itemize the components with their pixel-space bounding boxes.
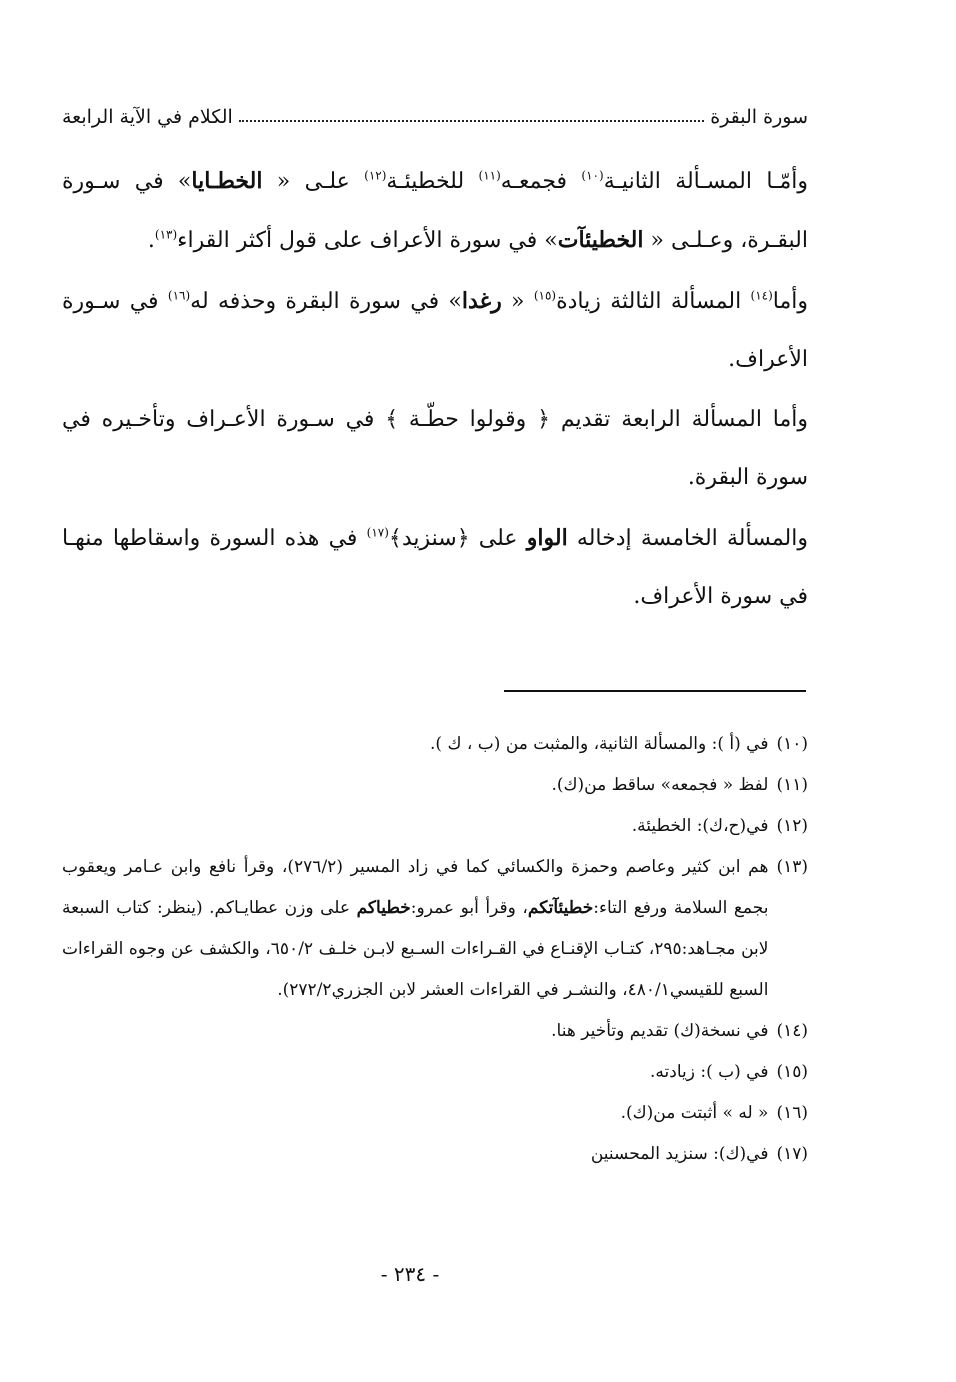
- text-run: » في سورة البقرة وحذفه له: [190, 289, 462, 314]
- header-section: الكلام في الآية الرابعة: [62, 106, 233, 128]
- footnote-ref: (١٢): [364, 168, 387, 183]
- footnote-12: [62, 806, 808, 847]
- header-surah: سورة البقرة: [710, 106, 808, 128]
- footnote-text: في نسخة(ك) تقديم وتأخير هنا.: [551, 1021, 769, 1041]
- text-run: المسألة الثالثة زيادة: [556, 289, 751, 314]
- footnote-11: [62, 765, 808, 806]
- header-dot-leader: [239, 120, 704, 122]
- text-run: وأما: [772, 289, 809, 314]
- text-run: والمسألة الخامسة إدخاله: [567, 526, 808, 551]
- footnote-ref: (١٧): [366, 525, 389, 540]
- footnote-15: [62, 1052, 808, 1093]
- text-run: ، وقرأ أبو عمرو:: [410, 898, 528, 918]
- running-header: [62, 100, 808, 134]
- text-run: على وزن عطايـاكم. (ينظر: كتاب السبعة لابن مجـاهد:٢٩٥، كتـاب الإقنـاع في القـراءات السـبع لابـن خلـف ٦٥٠/٢، والكشف عن وجوه القراءات السبع للقيسي٤٨٠/١، والنشـر في القراءات العشر لابن الجزري٢٧٢/٢).: [62, 898, 769, 1000]
- footnote-14: [62, 1011, 808, 1052]
- footnote-17: [62, 1134, 808, 1175]
- footnote-number: (١٦): [776, 1103, 808, 1123]
- footnote-number: (١٤): [776, 1021, 808, 1041]
- text-run: «: [501, 289, 534, 314]
- footnote-number: (١٧): [776, 1144, 808, 1164]
- footnote-text: في(ك): سنزيد المحسنين: [590, 1144, 769, 1164]
- footnote-text: [62, 847, 768, 1011]
- paragraph-second-issue: [62, 152, 808, 270]
- footnote-number: (١١): [776, 775, 808, 795]
- text-run: .: [147, 228, 155, 253]
- text-run: وأمّـا المسـألة الثانيـة: [603, 169, 809, 194]
- footnote-text: في (ب ): زيادته.: [650, 1062, 769, 1082]
- footnote-ref: (١٤): [750, 288, 773, 303]
- footnote-ref: (١١): [478, 168, 501, 183]
- footnote-number: (١٠): [776, 734, 808, 754]
- footnote-text: في(ح،ك): الخطيئة.: [631, 816, 769, 836]
- page-number: - ٢٣٤ -: [380, 1262, 440, 1286]
- paragraph-third-issue: [62, 272, 808, 389]
- footnote-text: في (أ ): والمسألة الثانية، والمثبت من (ب ، ك ).: [430, 734, 769, 754]
- bold-word: خطيئآتكم: [527, 898, 594, 918]
- footnote-ref: (١٠): [581, 168, 604, 183]
- text-run: على ﴿سنزيد﴾: [388, 526, 527, 551]
- text-run: » في سورة الأعراف على قول أكثر القراء: [177, 228, 558, 253]
- footnote-number: (١٢): [776, 816, 808, 836]
- footnote-16: [62, 1093, 808, 1134]
- footnotes: [62, 724, 808, 1175]
- text-run: فجمعـه: [500, 169, 582, 194]
- bold-word: الخطيئآت: [557, 227, 644, 253]
- bold-word: خطياكم: [356, 898, 411, 918]
- text-run: » في سـورة البقـرة، وعـلـى «: [62, 169, 808, 253]
- text-run: للخطيئـة: [386, 169, 479, 194]
- text-run: في سـورة الأعراف.: [62, 289, 808, 372]
- footnote-10: [62, 724, 808, 765]
- footnote-ref: (١٦): [167, 288, 191, 303]
- main-text: [62, 152, 808, 628]
- bold-word: الخطـايا: [191, 168, 263, 194]
- footnote-number: (١٣): [776, 857, 808, 877]
- bold-word: رغدا: [461, 288, 502, 314]
- footnote-ref: (١٣): [154, 227, 178, 242]
- footnote-text: لفظ « فجمعه» ساقط من(ك).: [551, 775, 769, 795]
- paragraph-fifth-issue: [62, 509, 808, 626]
- footnote-separator: [504, 690, 806, 692]
- footnote-text: « له » أثبتت من(ك).: [620, 1103, 769, 1123]
- paragraph-fourth-issue: [62, 391, 808, 507]
- footnote-ref: (١٥): [533, 288, 557, 303]
- footnote-13: [62, 847, 808, 1011]
- text-run: في هذه السورة واسقاطها منهـا في سورة الأعراف.: [62, 526, 808, 609]
- footnote-number: (١٥): [776, 1062, 808, 1082]
- text-run: هم ابن كثير وعاصم وحمزة والكسائي كما في زاد المسير (٢٧٦/٢)، وقرأ نافع وابن عـامر ويعقوب بجمع السلامة ورفع التاء:: [62, 857, 769, 918]
- text-run: وأما المسألة الرابعة تقديم ﴿ وقولوا حطّـة ﴾ في سـورة الأعـراف وتأخـيره في سورة البقرة.: [62, 407, 808, 490]
- text-run: علـى «: [262, 169, 365, 194]
- bold-word: الواو: [526, 525, 568, 551]
